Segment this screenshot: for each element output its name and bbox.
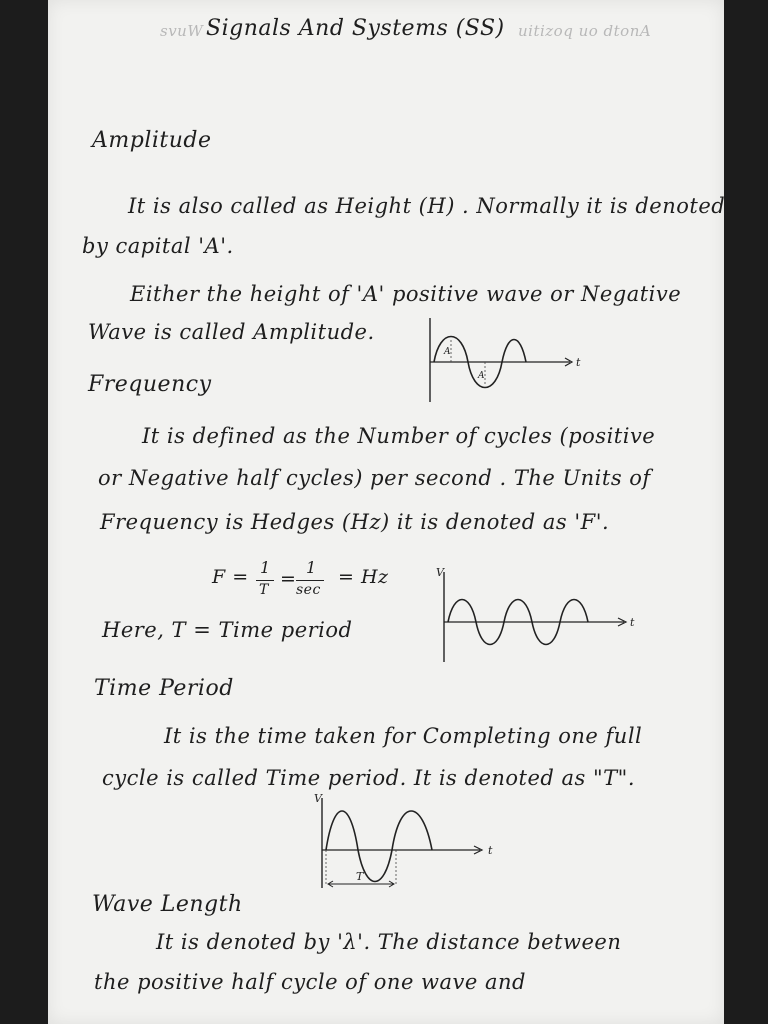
bleed-through-text-right: uitizoq uo dtonA: [518, 22, 652, 40]
v-axis-label: V: [314, 792, 322, 805]
amplitude-heading: Amplitude: [92, 128, 212, 153]
wavelength-line-1: It is denoted by 'λ'. The distance between: [156, 930, 622, 954]
lower-amplitude-label: A: [478, 371, 485, 381]
notebook-page: [48, 0, 724, 1024]
formula-rhs: = Hz: [338, 566, 389, 588]
frequency-note: Here, T = Time period: [102, 618, 353, 642]
amplitude-line-1: It is also called as Height (H) . Normally it is denoted: [128, 194, 726, 218]
fraction-1-denominator: T: [259, 582, 269, 598]
upper-amplitude-label: A: [444, 347, 451, 357]
wavelength-heading: Wave Length: [92, 892, 243, 917]
page-title: Signals And Systems (SS): [206, 16, 505, 41]
fraction-2-denominator: sec: [296, 582, 321, 598]
fraction-2-numerator: 1: [306, 558, 317, 577]
frequency-line-1: It is defined as the Number of cycles (positive: [142, 424, 656, 448]
time-period-line-2: cycle is called Time period. It is denoted as "T".: [102, 766, 636, 790]
time-period-heading: Time Period: [94, 676, 234, 701]
fraction-2-bar: [296, 580, 324, 581]
equals-sign: =: [280, 568, 297, 590]
t-axis-label: t: [576, 356, 581, 369]
fraction-1-numerator: 1: [260, 558, 271, 577]
frequency-line-3: Frequency is Hedges (Hz) it is denoted as 'F'.: [100, 510, 610, 534]
amplitude-line-4: Wave is called Amplitude.: [88, 320, 375, 344]
formula-lhs: F =: [212, 566, 249, 588]
wavelength-line-2: the positive half cycle of one wave and: [94, 970, 526, 994]
t-axis-label: t: [488, 844, 493, 857]
frequency-line-2: or Negative half cycles) per second . The Units of: [98, 466, 651, 490]
frequency-wave-graph: [434, 566, 654, 666]
time-period-wave-graph: [310, 792, 510, 892]
frequency-heading: Frequency: [88, 372, 212, 397]
fraction-1-bar: [256, 580, 274, 581]
amplitude-wave-graph: [420, 318, 590, 408]
sine-wave: [326, 811, 432, 882]
amplitude-line-2: by capital 'A'.: [82, 234, 234, 258]
v-axis-label: V: [436, 566, 444, 579]
time-period-line-1: It is the time taken for Completing one full: [164, 724, 643, 748]
amplitude-line-3: Either the height of 'A' positive wave or Negative: [130, 282, 682, 306]
period-label: T: [356, 870, 364, 883]
t-axis-label: t: [630, 616, 635, 629]
bleed-through-text-left: svuW: [160, 22, 204, 40]
